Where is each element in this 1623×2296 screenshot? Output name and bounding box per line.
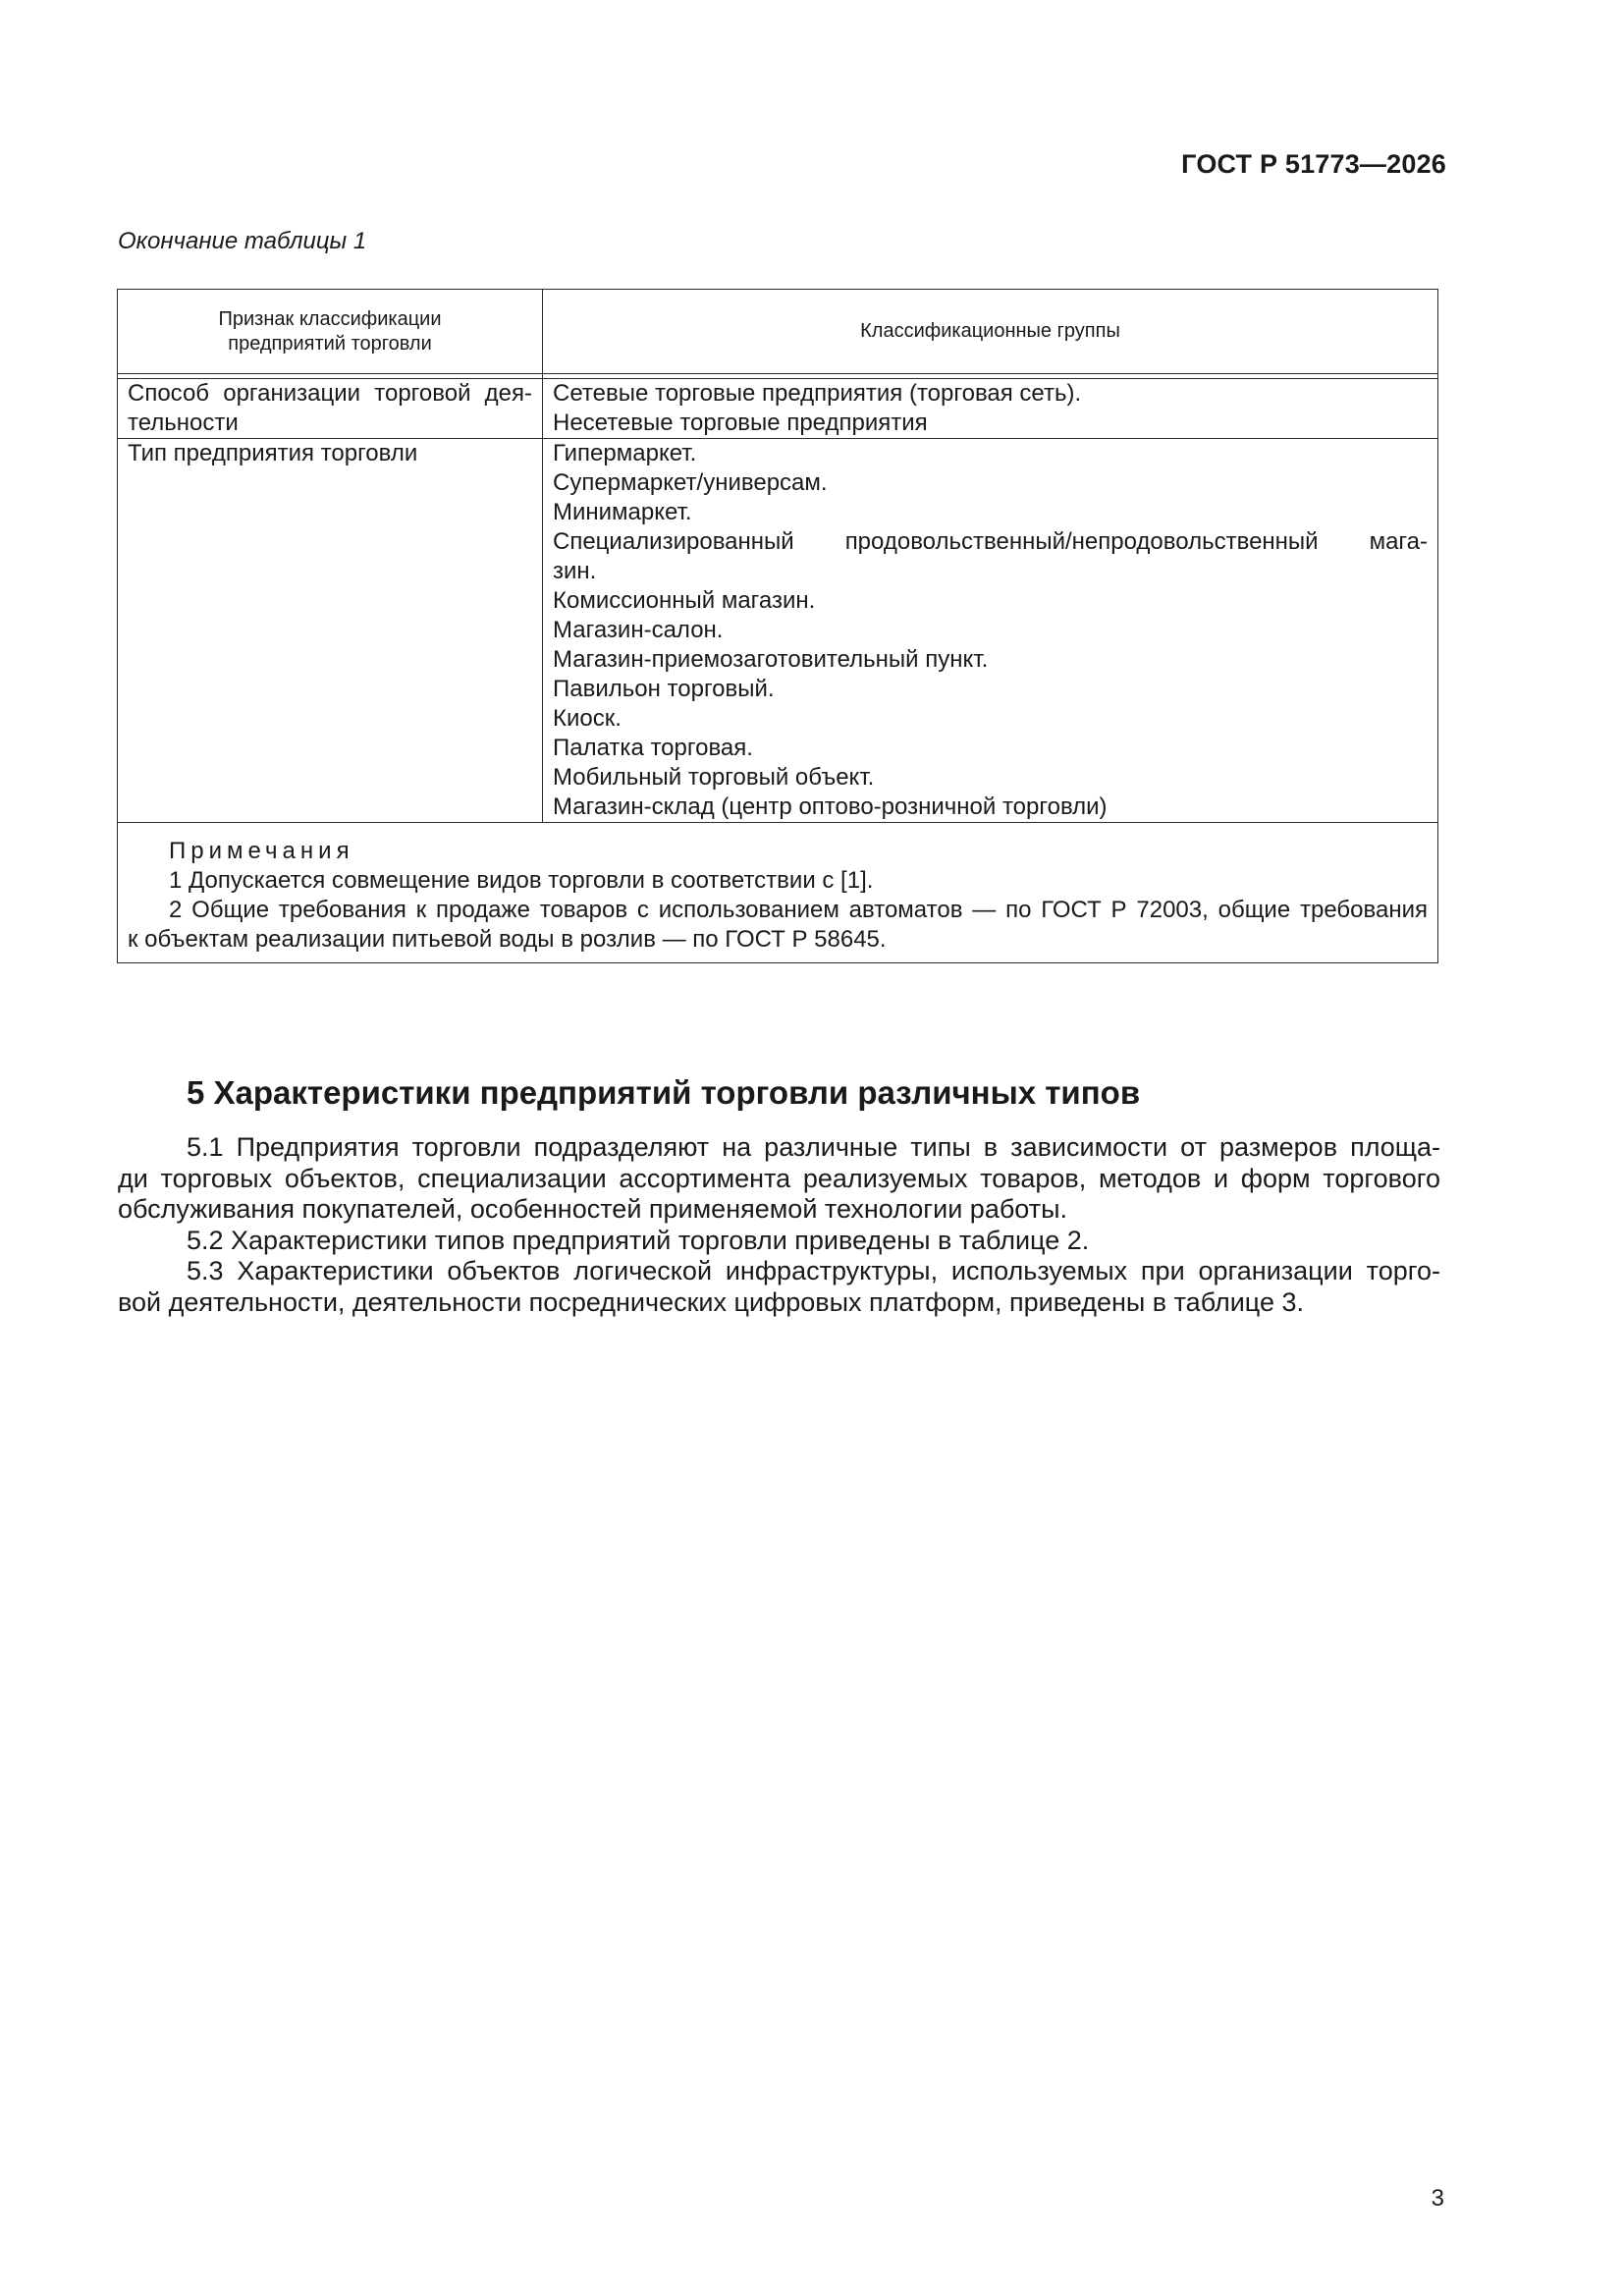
table-row — [118, 439, 1438, 823]
feature-line: Тип предприятия торговли — [128, 440, 418, 466]
group-item: Специализированный продовольственный/непродовольственный мага- — [553, 528, 1428, 555]
page-number: 3 — [1431, 2185, 1444, 2212]
column-header-feature — [118, 290, 543, 374]
group-item: Супермаркет/универсам. — [553, 469, 828, 496]
classification-table — [117, 289, 1438, 963]
group-item: Комиссионный магазин. — [553, 587, 816, 614]
note-2-line-2: к объектам реализации питьевой воды в розлив — по ГОСТ Р 58645. — [128, 926, 887, 953]
paragraph-line: 5.3 Характеристики объектов логической инфраструктуры, используемых при организации торго- — [187, 1256, 1440, 1285]
section-title: 5 Характеристики предприятий торговли различных типов — [187, 1074, 1141, 1111]
group-item: Сетевые торговые предприятия (торговая сеть). — [553, 380, 1082, 407]
group-item: Несетевые торговые предприятия — [553, 410, 928, 436]
paragraph-5-2 — [118, 1226, 1440, 1257]
notes-title: Примечания — [169, 838, 354, 864]
note-1: 1 Допускается совмещение видов торговли в соответствии с [1]. — [169, 867, 874, 894]
table-row — [118, 379, 1438, 439]
note-2-line-1: 2 Общие требования к продаже товаров с использованием автоматов — по ГОСТ Р 72003, общие требования — [169, 897, 1428, 923]
paragraph-line: ди торговых объектов, специализации ассортимента реализуемых товаров, методов и форм торгового — [118, 1163, 1440, 1193]
group-item: Магазин-склад (центр оптово-розничной торговли) — [553, 793, 1108, 820]
table-caption: Окончание таблицы 1 — [118, 228, 367, 254]
feature-line: Способ организации торговой дея- — [128, 380, 532, 407]
document-code: ГОСТ Р 51773—2026 — [1181, 149, 1446, 179]
group-item: Мобильный торговый объект. — [553, 764, 875, 791]
paragraph-line: вой деятельности, деятельности посреднических цифровых платформ, приведены в таблице 3. — [118, 1286, 1304, 1317]
group-item: Магазин-салон. — [553, 617, 724, 643]
group-item: Магазин-приемозаготовительный пункт. — [553, 646, 989, 673]
notes-row — [118, 823, 1438, 963]
column-header-feature-line: предприятий торговли — [228, 332, 432, 355]
feature-cell — [118, 379, 543, 439]
groups-cell — [543, 379, 1438, 439]
group-item: Киоск. — [553, 705, 622, 732]
paragraph-5-1 — [118, 1132, 1440, 1226]
feature-cell — [118, 439, 543, 823]
group-item: Минимаркет. — [553, 499, 692, 525]
section-body — [118, 1132, 1440, 1318]
table-header-row — [118, 290, 1438, 374]
group-item: Павильон торговый. — [553, 676, 775, 702]
group-item: Гипермаркет. — [553, 440, 697, 466]
column-header-groups: Классификационные группы — [543, 290, 1438, 374]
groups-cell — [543, 439, 1438, 823]
paragraph-5-3 — [118, 1256, 1440, 1318]
group-item: зин. — [553, 558, 597, 584]
paragraph-line: обслуживания покупателей, особенностей применяемой технологии работы. — [118, 1194, 1068, 1224]
notes-cell — [118, 823, 1438, 963]
paragraph-line: 5.2 Характеристики типов предприятий торговли приведены в таблице 2. — [187, 1225, 1090, 1255]
group-item: Палатка торговая. — [553, 735, 753, 761]
paragraph-line: 5.1 Предприятия торговли подразделяют на различные типы в зависимости от размеров площа- — [187, 1132, 1440, 1162]
column-header-feature-line: Признак классификации — [218, 307, 442, 330]
feature-line: тельности — [128, 410, 239, 436]
